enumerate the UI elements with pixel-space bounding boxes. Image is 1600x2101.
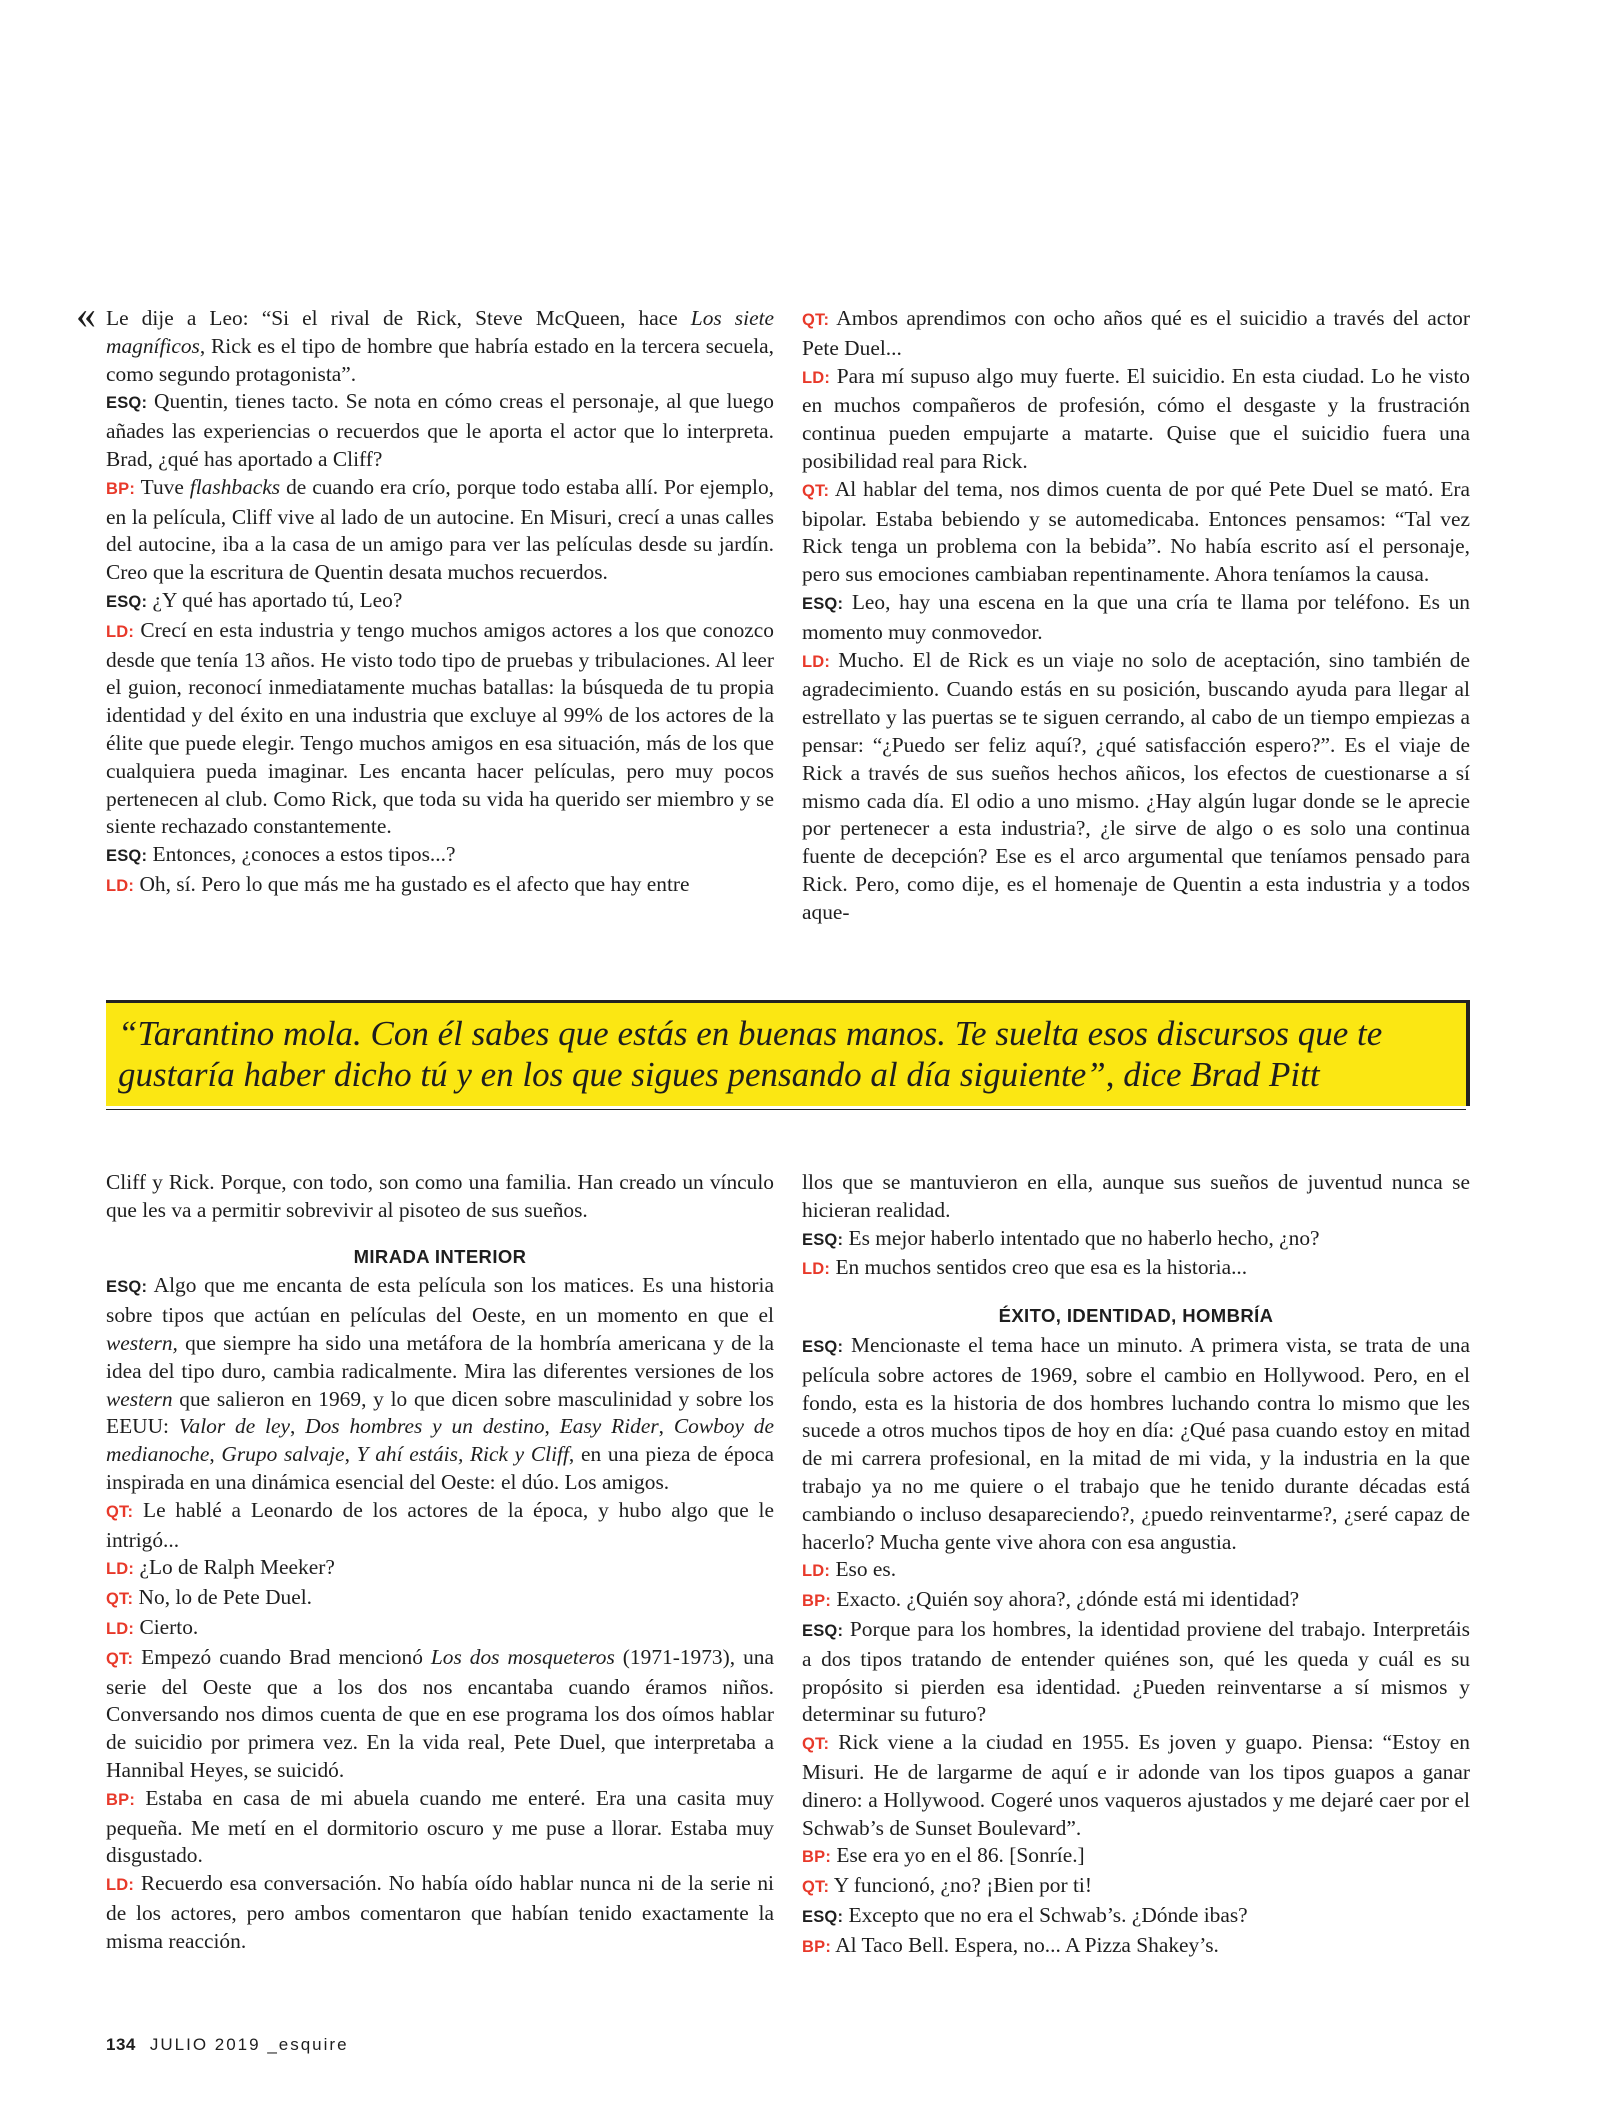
speaker-tag: ESQ:	[802, 594, 844, 613]
speaker-tag: ESQ:	[106, 394, 148, 413]
interview-paragraph	[802, 1556, 1470, 1586]
column-left-bottom	[106, 1169, 774, 1956]
paragraph-text: Tuve flashbacks de cuando era crío, porque todo estaba allí. Por ejemplo, en la película, Cliff vive al lado de un autocine. En Misuri, crecí a unas calles del autocine, iba a la casa de un amigo para ver las películas desde su jardín. Creo que la escritura de Quentin desata muchos recuerdos.	[106, 474, 774, 585]
column-right-top	[802, 305, 1470, 927]
paragraph-text: Al hablar del tema, nos dimos cuenta de por qué Pete Duel se mató. Era bipolar. Estaba bebiendo y se automedicaba. Entonces pensamos: “Tal vez Rick tenga un problema con la bebida”. No había escrito así el personaje, pero sus emociones cambiaban repentinamente. Ahora teníamos la causa.	[802, 476, 1470, 587]
page-footer	[106, 2035, 349, 2055]
paragraph-text: Cierto.	[139, 1614, 199, 1639]
speaker-tag: QT:	[802, 311, 830, 329]
paragraph-text: Estaba en casa de mi abuela cuando me enteré. Era una casita muy pequeña. Me metí en el dormitorio oscuro y me puse a llorar. Estaba muy disgustado.	[106, 1785, 774, 1868]
paragraph-text: Le hablé a Leonardo de los actores de la época, y hubo algo que le intrigó...	[106, 1497, 774, 1552]
speaker-tag: QT:	[106, 1649, 134, 1668]
speaker-tag: LD:	[802, 1260, 831, 1279]
paragraph-text: Empezó cuando Brad mencionó Los dos mosqueteros (1971-1973), una serie del Oeste que a los dos nos encantaba cuando éramos niños. Conversando nos dimos cuenta de que en ese programa los dos oímos hablar de suicidio por primera vez. En la vida real, Pete Duel, que interpretaba a Hannibal Heyes, se suicidó.	[106, 1644, 774, 1782]
interview-paragraph	[106, 1644, 774, 1785]
paragraph-text: En muchos sentidos creo que esa es la historia...	[835, 1255, 1248, 1280]
paragraph-text: Rick viene a la ciudad en 1955. Es joven y guapo. Piensa: “Estoy en Misuri. He de largarme de aquí e ir adonde van los tipos guapos a ganar dinero: a Hollywood. Cogeré unos vaqueros ajustados y me dejaré caer por el Schwab’s de Sunset Boulevard”.	[802, 1730, 1470, 1840]
interview-paragraph	[106, 388, 774, 473]
interview-paragraph	[802, 589, 1470, 647]
speaker-tag: ESQ:	[802, 1621, 844, 1640]
speaker-tag: LD:	[106, 876, 135, 895]
speaker-tag: ESQ:	[106, 1278, 148, 1297]
interview-paragraph	[106, 474, 774, 587]
paragraph-text: Le dije a Leo: “Si el rival de Rick, Steve McQueen, hace Los siete magníficos, Rick es el tipo de hombre que habría estado en la tercera secuela, como segundo protagonista”.	[106, 306, 775, 386]
interview-paragraph	[106, 587, 774, 617]
speaker-tag: ESQ:	[802, 1230, 844, 1249]
speaker-tag: ESQ:	[106, 592, 148, 611]
interview-paragraph	[802, 1872, 1470, 1902]
paragraph-text: llos que se mantuvieron en ella, aunque sus sueños de juventud nunca se hicieran realidad.	[802, 1170, 1470, 1222]
interview-paragraph	[106, 871, 774, 901]
speaker-tag: LD:	[106, 1876, 135, 1895]
interview-paragraph	[802, 1586, 1470, 1616]
page-number: 134	[106, 2035, 136, 2054]
interview-paragraph	[802, 1169, 1470, 1225]
opening-quote-glyph: «	[76, 292, 96, 337]
paragraph-text: Crecí en esta industria y tengo muchos amigos actores a los que conozco desde que tenía 13 años. He visto todo tipo de pruebas y tribulaciones. Al leer el guion, reconocí inmediatamente muchas batallas: la búsqueda de tu propia identidad y del éxito en una industria que excluye al 99% de los actores de la élite que puede elegir. Tengo muchos amigos en esa situación, más de los que cualquiera pueda imaginar. Les encanta hacer películas, pero muy pocos pertenecen al club. Como Rick, que toda su vida ha querido ser miembro y se siente rechazado constantemente.	[106, 617, 774, 839]
speaker-tag: LD:	[802, 652, 831, 671]
speaker-tag: LD:	[802, 1562, 831, 1581]
speaker-tag: BP:	[106, 479, 136, 498]
paragraph-text: Mencionaste el tema hace un minuto. A primera vista, se trata de una película sobre actores de 1969, sobre el cambio en Hollywood. Pero, en el fondo, esta es la historia de dos hombres luchando contra lo mismo que les sucede a otros muchos tipos de hoy en día: ¿Qué pasa cuando estoy en mitad de mi carrera profesional, en la mitad de mi vida, y la industria en la que trabajo ya no me quiere o el trabajo que he tenido durante décadas está cambiando o incluso desapareciendo?, ¿puedo reinventarme?, ¿seré capaz de hacerlo? Mucha gente vive ahora con esa angustia.	[802, 1332, 1471, 1554]
interview-paragraph	[106, 1870, 774, 1955]
paragraph-text: Al Taco Bell. Espera, no... A Pizza Shakey’s.	[835, 1932, 1219, 1957]
speaker-tag: ESQ:	[802, 1907, 844, 1926]
paragraph-text: Ambos aprendimos con ocho años qué es el suicidio a través del actor Pete Duel...	[802, 306, 1470, 360]
speaker-tag: LD:	[106, 1560, 135, 1579]
speaker-tag: QT:	[106, 1502, 134, 1521]
interview-paragraph	[802, 1332, 1470, 1556]
interview-paragraph	[106, 1785, 774, 1870]
interview-paragraph	[802, 1902, 1470, 1932]
interview-paragraph	[106, 617, 774, 841]
paragraph-text: Oh, sí. Pero lo que más me ha gustado es el afecto que hay entre	[139, 871, 690, 896]
column-right-bottom	[802, 1169, 1470, 1962]
paragraph-text: Cliff y Rick. Porque, con todo, son como una familia. Han creado un vínculo que les va a permitir sobrevivir al pisoteo de sus sueños.	[106, 1170, 774, 1222]
speaker-tag: BP:	[802, 1848, 832, 1867]
interview-paragraph	[106, 1584, 774, 1614]
section-heading: ÉXITO, IDENTIDAD, HOMBRÍA	[998, 1305, 1274, 1327]
interview-paragraph	[802, 1225, 1470, 1255]
issue-label: JULIO 2019 _esquire	[149, 2035, 349, 2054]
speaker-tag: BP:	[106, 1790, 136, 1809]
interview-paragraph	[106, 1497, 774, 1555]
speaker-tag: LD:	[106, 1619, 135, 1638]
paragraph-text: Leo, hay una escena en la que una cría te llama por teléfono. Es un momento muy conmovedor.	[802, 589, 1470, 644]
paragraph-text: Algo que me encanta de esta película son los matices. Es una historia sobre tipos que actúan en películas del Oeste, en un momento en que el western, que siempre ha sido una metáfora de la hombría americana y de la idea del tipo duro, cambia radicalmente. Mira las diferentes versiones de los western que salieron en 1969, y lo que dicen sobre masculinidad y sobre los EEUU: Valor de ley, Dos hombres y un destino, Easy Rider, Cowboy de medianoche, Grupo salvaje, Y ahí estáis, Rick y Cliff, en una pieza de época inspirada en una dinámica esencial del Oeste: el dúo. Los amigos.	[106, 1273, 774, 1494]
speaker-tag: QT:	[802, 481, 830, 500]
paragraph-text: ¿Y qué has aportado tú, Leo?	[152, 587, 403, 612]
speaker-tag: LD:	[106, 622, 135, 641]
paragraph-text: ¿Lo de Ralph Meeker?	[139, 1555, 335, 1580]
paragraph-text: Eso es.	[835, 1557, 897, 1582]
interview-paragraph	[106, 841, 774, 871]
speaker-tag: LD:	[802, 368, 831, 387]
speaker-tag: ESQ:	[802, 1337, 844, 1356]
interview-paragraph	[802, 1842, 1470, 1872]
paragraph-text: Recuerdo esa conversación. No había oído hablar nunca ni de la serie ni de los actores, pero ambos comentaron que habían tenido exactamente la misma reacción.	[106, 1871, 774, 1953]
paragraph-text: Es mejor haberlo intentado que no haberlo hecho, ¿no?	[848, 1225, 1320, 1250]
paragraph-text: Entonces, ¿conoces a estos tipos...?	[152, 842, 456, 867]
speaker-tag: BP:	[802, 1592, 832, 1611]
paragraph-text: No, lo de Pete Duel.	[138, 1585, 313, 1610]
interview-paragraph	[802, 363, 1470, 476]
interview-paragraph	[106, 1554, 774, 1584]
section-heading: MIRADA INTERIOR	[353, 1245, 527, 1267]
interview-paragraph	[106, 305, 774, 388]
interview-paragraph	[802, 1932, 1470, 1962]
paragraph-text: Mucho. El de Rick es un viaje no solo de aceptación, sino también de agradecimiento. Cuando estás en su posición, buscando ayuda para llegar al estrellato y las puertas se te siguen cerrando, al cabo de un tiempo empiezas a pensar: “¿Puedo ser feliz aquí?, ¿qué satisfacción espero?”. Es el viaje de Rick a través de sus sueños hechos añicos, los efectos de cuestionarse a sí mismo cada día. El odio a uno mismo. ¿Hay algún lugar donde se le aprecie por pertenecer a esta industria?, ¿le sirve de algo o es solo una continua fuente de decepción? Ese es el arco argumental que teníamos pensado para Rick. Pero, como dije, es el homenaje de Quentin a esta industria y a todos aque-	[802, 647, 1470, 924]
paragraph-text: Porque para los hombres, la identidad proviene del trabajo. Interpretáis a dos tipos tratando de entender quiénes son, qué les queda y cuál es su propósito si pierden esa identidad. ¿Pueden reinventarse a sí mismos y determinar su futuro?	[802, 1616, 1470, 1727]
speaker-tag: ESQ:	[106, 847, 148, 866]
paragraph-text: Quentin, tienes tacto. Se nota en cómo creas el personaje, al que luego añades las experiencias o recuerdos que le aporta el actor que lo interpreta. Brad, ¿qué has aportado a Cliff?	[106, 389, 774, 471]
pull-quote-box	[106, 1000, 1470, 1106]
interview-paragraph	[106, 1169, 774, 1225]
interview-paragraph	[802, 305, 1470, 363]
paragraph-text: Ese era yo en el 86. [Sonríe.]	[836, 1843, 1085, 1868]
speaker-tag: QT:	[106, 1590, 134, 1609]
paragraph-text: Para mí supuso algo muy fuerte. El suicidio. En esta ciudad. Lo he visto en muchos compañeros de profesión, cómo el desgaste y la frustración continua pueden empujarte a matarte. Quise que el suicidio fuera una posibilidad real para Rick.	[802, 363, 1470, 473]
pull-quote-text: “Tarantino mola. Con él sabes que estás en buenas manos. Te suelta esos discursos que te gustaría haber dicho tú y en los que sigues pensando al día siguiente”, dice Brad Pitt	[118, 1014, 1383, 1094]
paragraph-text: Excepto que no era el Schwab’s. ¿Dónde ibas?	[848, 1902, 1248, 1927]
interview-paragraph	[802, 647, 1470, 927]
speaker-tag: QT:	[802, 1735, 830, 1754]
paragraph-text: Y funcionó, ¿no? ¡Bien por ti!	[833, 1873, 1092, 1898]
interview-paragraph	[802, 1616, 1470, 1729]
speaker-tag: BP:	[802, 1937, 832, 1956]
interview-paragraph	[802, 1729, 1470, 1842]
interview-paragraph	[106, 1272, 774, 1496]
interview-paragraph	[802, 1254, 1470, 1284]
interview-paragraph	[106, 1614, 774, 1644]
interview-paragraph	[802, 476, 1470, 589]
column-left-top	[106, 305, 774, 901]
paragraph-text: Exacto. ¿Quién soy ahora?, ¿dónde está mi identidad?	[836, 1587, 1300, 1612]
pull-quote-underline	[106, 1109, 1466, 1110]
speaker-tag: QT:	[802, 1878, 830, 1897]
